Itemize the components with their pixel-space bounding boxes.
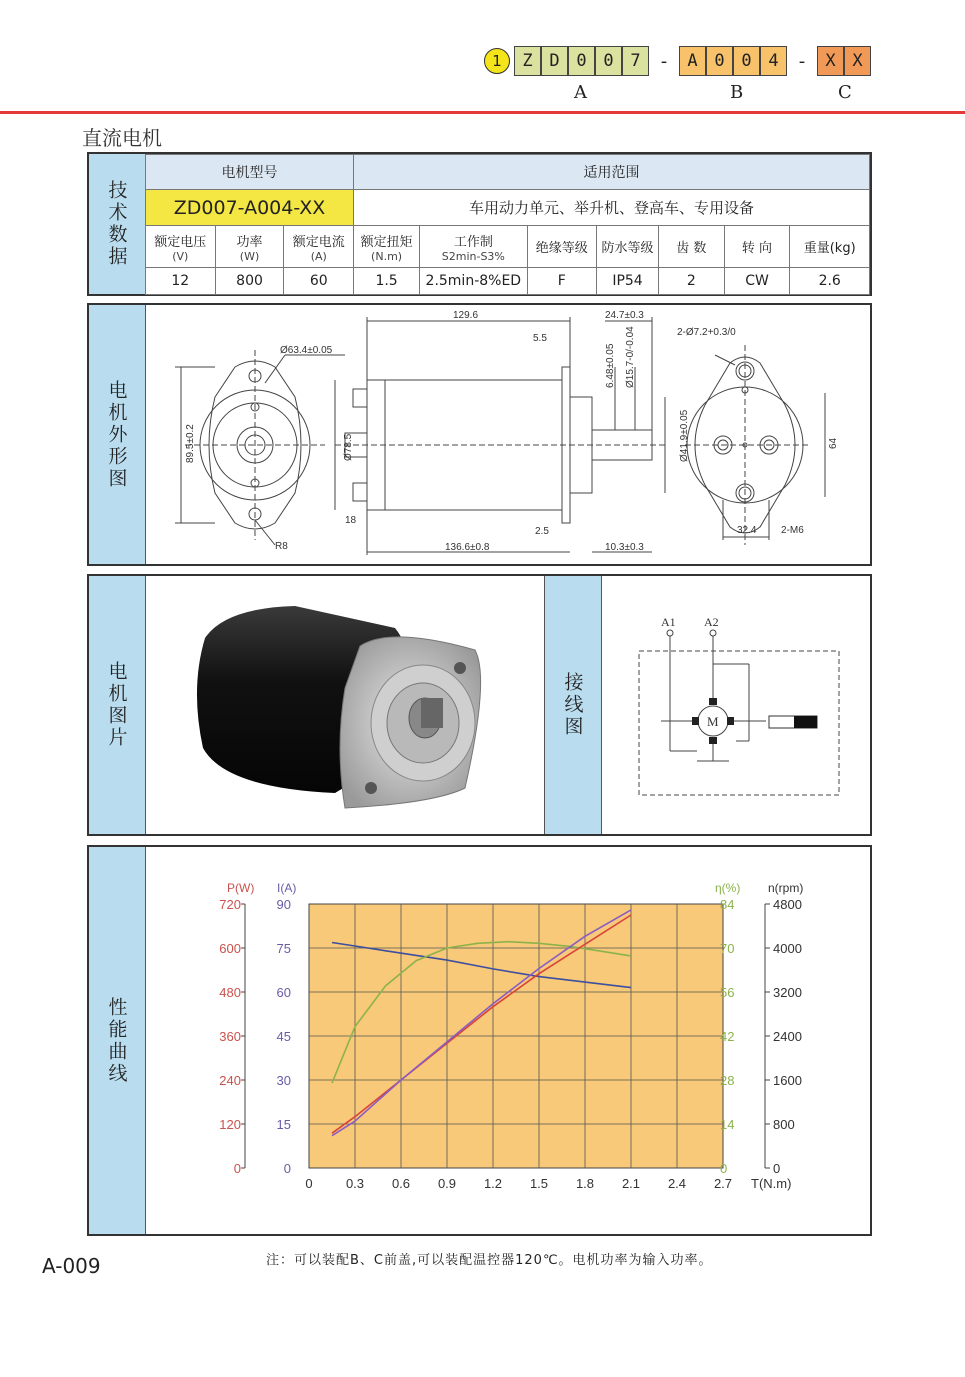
motor-photo	[185, 598, 505, 813]
spec-col-header	[790, 226, 870, 268]
eta-axis-tick-label: 56	[720, 985, 735, 1000]
spec-col-header	[724, 226, 790, 268]
dim-label: 5.5	[533, 333, 547, 344]
spec-col-header	[215, 226, 284, 268]
spec-col-header	[420, 226, 527, 268]
dim-label: 129.6	[453, 310, 479, 321]
p-axis-tick-label: 120	[219, 1117, 241, 1132]
page-title: 直流电机	[82, 126, 162, 150]
code-char: X	[844, 46, 871, 76]
dim-label: Ø78.5	[343, 433, 354, 461]
spec-col-label: 转 向	[741, 241, 773, 256]
performance-chart	[145, 847, 870, 1234]
spec-col-value: IP54	[596, 268, 658, 295]
dim-label: 136.6±0.8	[445, 542, 490, 553]
spec-col-label: 绝缘等级	[535, 241, 588, 256]
dim-label: 24.7±0.3	[605, 310, 644, 321]
i-axis-tick-label: 75	[276, 941, 291, 956]
dim-label: 18	[345, 515, 357, 526]
drawing-panel	[87, 303, 872, 566]
x-tick-label: 2.4	[667, 1176, 687, 1191]
side-label-text: 电机图片	[105, 661, 128, 749]
spec-col-label: 额定电压	[154, 234, 207, 250]
eta-axis-tick-label: 42	[720, 1029, 735, 1044]
side-label-text: 技术数据	[105, 180, 128, 268]
spec-value-row	[146, 268, 870, 295]
eta-axis-tick-label: 14	[720, 1117, 735, 1132]
side-label-text: 电机外形图	[105, 379, 128, 490]
n-axis-tick-label: 2400	[773, 1029, 802, 1044]
side-label-perf	[89, 847, 146, 1234]
x-tick-label: 2.1	[621, 1176, 641, 1191]
x-axis-label: T(N.m)	[751, 1176, 792, 1191]
spec-col-value: 800	[215, 268, 284, 295]
dim-label: 2-Ø7.2+0.3/0	[677, 327, 736, 338]
side-label-photo	[89, 576, 146, 834]
code-dash: -	[660, 50, 668, 72]
spec-col-header	[354, 226, 420, 268]
spec-table	[145, 154, 870, 295]
spec-col-label: 功率	[236, 234, 263, 250]
spec-col-unit: (A)	[310, 249, 327, 263]
dim-label: Ø63.4±0.05	[280, 345, 333, 356]
i-axis-tick-label: 60	[276, 985, 291, 1000]
dim-label: 89.5±0.2	[185, 424, 196, 463]
x-tick-label: 1.8	[575, 1176, 595, 1191]
x-tick-label: 0.9	[437, 1176, 457, 1191]
model-header: 电机型号	[146, 155, 354, 190]
code-label-c: C	[838, 82, 852, 103]
i-axis-tick-label: 45	[276, 1029, 291, 1044]
x-tick-label: 2.7	[713, 1176, 733, 1191]
i-axis-label: I(A)	[277, 881, 297, 895]
spec-col-unit: (W)	[239, 249, 260, 263]
spec-col-unit: (N.m)	[371, 249, 403, 263]
spec-col-value: 12	[146, 268, 216, 295]
eta-axis-tick-label: 70	[720, 941, 735, 956]
spec-col-value: 60	[284, 268, 354, 295]
spec-col-value: 2	[659, 268, 725, 295]
spec-col-label: 额定电流	[292, 234, 345, 250]
i-axis-tick-label: 0	[283, 1161, 291, 1176]
tech-data-panel	[87, 152, 872, 296]
n-axis-tick-label: 4000	[773, 941, 802, 956]
side-label-wiring	[544, 576, 602, 834]
dim-label: 32.4	[737, 525, 757, 536]
dimension-drawing	[145, 305, 870, 564]
page-number: A-009	[42, 1254, 101, 1278]
spec-col-value: CW	[724, 268, 790, 295]
photo-panel	[87, 574, 872, 836]
spec-col-header	[596, 226, 658, 268]
code-char: X	[817, 46, 844, 76]
code-char: Z	[514, 46, 541, 76]
code-char: A	[679, 46, 706, 76]
code-char: 0	[595, 46, 622, 76]
spec-col-header	[146, 226, 216, 268]
x-tick-label: 0.6	[391, 1176, 411, 1191]
spec-col-value: F	[527, 268, 596, 295]
eta-axis-label: η(%)	[715, 881, 741, 895]
spec-col-label: 防水等级	[601, 241, 654, 256]
i-axis-tick-label: 90	[276, 897, 291, 912]
spec-col-label: 额定扭矩	[360, 234, 413, 250]
x-tick-label: 0	[305, 1176, 313, 1191]
dim-label: 2-M6	[781, 525, 804, 536]
side-label-text: 接线图	[561, 672, 584, 738]
footnote: 注：可以装配B、C前盖,可以装配温控器120℃。电机功率为输入功率。	[266, 1253, 713, 1268]
scope-header: 适用范围	[354, 155, 870, 190]
eta-axis-tick-label: 28	[720, 1073, 735, 1088]
n-axis-tick-label: 0	[773, 1161, 781, 1176]
code-char: 4	[760, 46, 787, 76]
spec-header-row	[146, 226, 870, 268]
p-axis-tick-label: 360	[219, 1029, 241, 1044]
code-circle: 1	[484, 48, 510, 74]
spec-col-unit: (V)	[172, 249, 189, 263]
p-axis-label: P(W)	[227, 881, 255, 895]
spec-col-header	[527, 226, 596, 268]
part-code	[484, 46, 871, 76]
dim-label: 10.3±0.3	[605, 542, 644, 553]
header-rule	[0, 111, 965, 114]
n-axis-tick-label: 1600	[773, 1073, 802, 1088]
motor-symbol-label: M	[707, 714, 719, 729]
spec-col-value: 2.5min-8%ED	[420, 268, 527, 295]
dim-label: Ø15.7-0/-0.04	[625, 326, 636, 388]
terminal-a2: A2	[704, 615, 719, 629]
code-char: 0	[733, 46, 760, 76]
x-tick-label: 0.3	[345, 1176, 365, 1191]
model-value: ZD007-A004-XX	[146, 190, 354, 226]
x-tick-label: 1.2	[483, 1176, 503, 1191]
i-axis-tick-label: 15	[276, 1117, 291, 1132]
code-char: 0	[568, 46, 595, 76]
code-char: D	[541, 46, 568, 76]
spec-col-label: 齿 数	[676, 241, 707, 256]
p-axis-tick-label: 240	[219, 1073, 241, 1088]
code-label-a: A	[574, 82, 587, 103]
p-axis-tick-label: 720	[219, 897, 241, 912]
eta-axis-tick-label: 0	[720, 1161, 728, 1176]
terminal-a1: A1	[661, 615, 676, 629]
x-tick-label: 1.5	[529, 1176, 549, 1191]
dim-label: 6.48±0.05	[605, 343, 616, 388]
code-dash: -	[798, 50, 806, 72]
n-axis-tick-label: 4800	[773, 897, 802, 912]
code-char: 7	[622, 46, 649, 76]
side-label-tech	[89, 154, 146, 294]
spec-col-label: 工作制	[453, 234, 493, 250]
spec-col-label: 重量(kg)	[803, 241, 856, 256]
spec-col-header	[659, 226, 725, 268]
performance-panel	[87, 845, 872, 1236]
code-char: 0	[706, 46, 733, 76]
code-label-b: B	[730, 82, 744, 103]
dim-label: 64	[828, 437, 839, 449]
dim-label: Ø41.9±0.05	[679, 409, 690, 462]
i-axis-tick-label: 30	[276, 1073, 291, 1088]
p-axis-tick-label: 0	[233, 1161, 241, 1176]
p-axis-tick-label: 480	[219, 985, 241, 1000]
spec-col-value: 2.6	[790, 268, 870, 295]
wiring-diagram	[601, 576, 871, 834]
spec-col-value: 1.5	[354, 268, 420, 295]
dim-label: R8	[275, 541, 288, 552]
scope-value: 车用动力单元、举升机、登高车、专用设备	[354, 190, 870, 226]
n-axis-label: n(rpm)	[768, 881, 804, 895]
n-axis-tick-label: 800	[773, 1117, 795, 1132]
side-label-text: 性能曲线	[105, 996, 128, 1085]
eta-axis-tick-label: 84	[720, 897, 735, 912]
spec-col-unit: S2min-S3%	[441, 249, 505, 263]
p-axis-tick-label: 600	[219, 941, 241, 956]
n-axis-tick-label: 3200	[773, 985, 802, 1000]
spec-col-header	[284, 226, 354, 268]
dim-label: 2.5	[535, 526, 549, 537]
side-label-drawing	[89, 305, 146, 564]
